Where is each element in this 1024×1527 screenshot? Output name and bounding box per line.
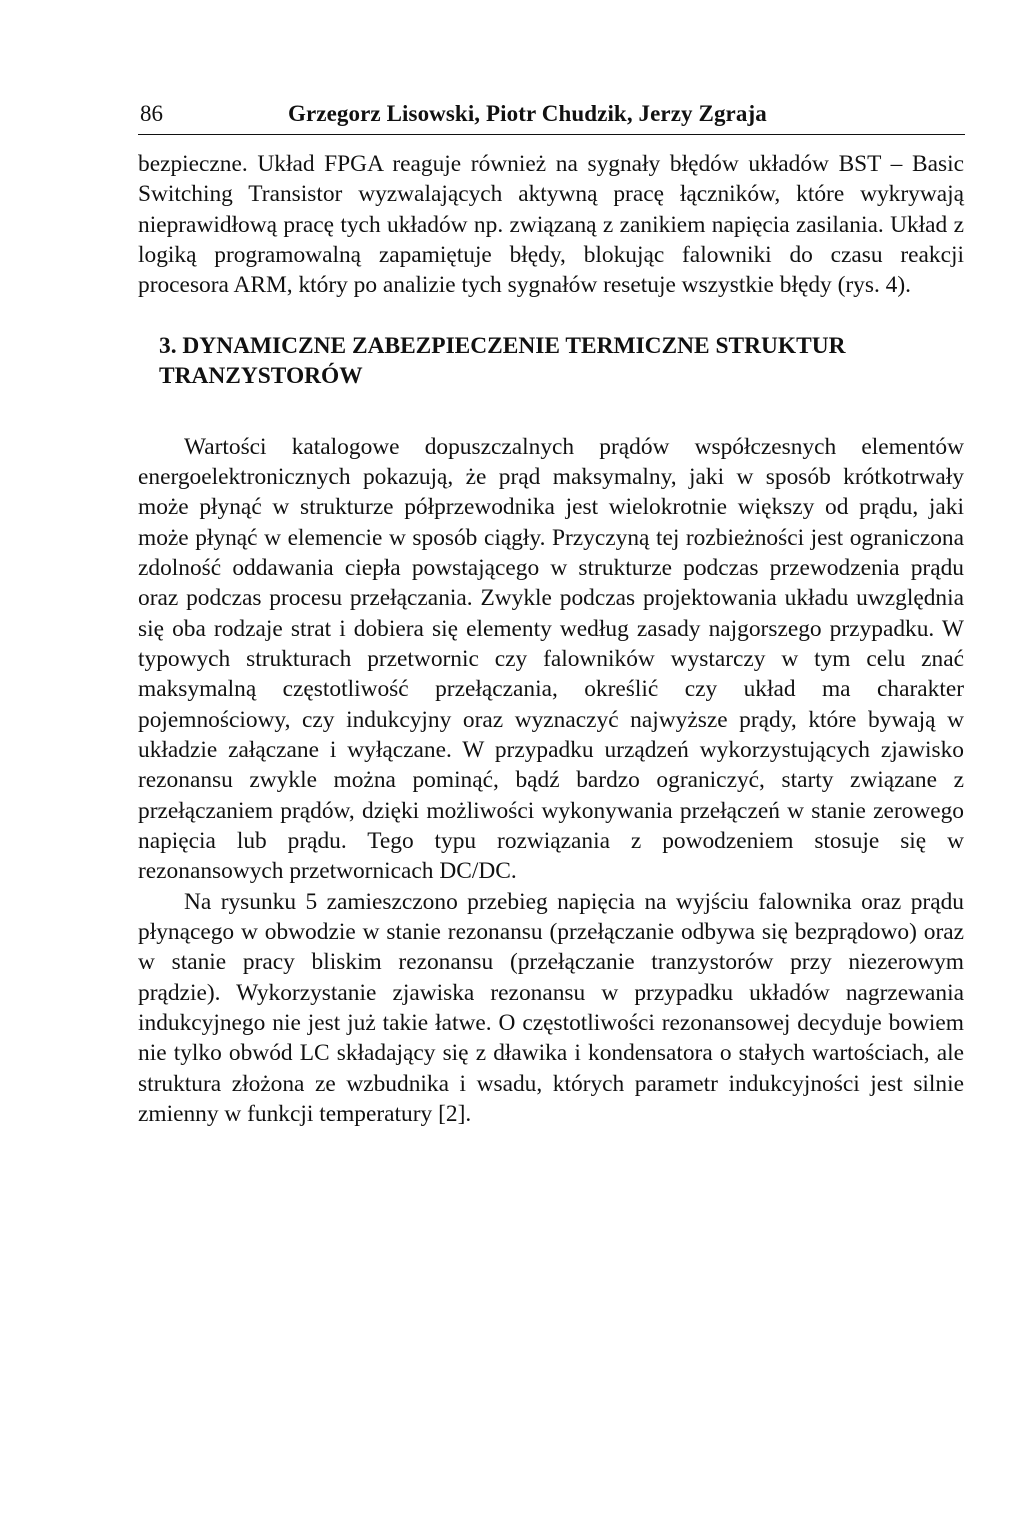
paragraph-catalog-values: Wartości katalogowe dopuszczalnych prądów współczesnych elementów energoelektronicznych pokazują, że prąd maksymalny, jaki w sposób krótkotrwały może płynąć w strukturze półprzewodnika jest wielokrotnie większy od prądu, jaki może płynąć w elemencie w sposób ciągły. Przyczyną tej rozbieżności jest ograniczona zdolność oddawania ciepła powstającego w strukturze podczas przewodzenia prądu oraz podczas procesu przełączania. Zwykle podczas projektowania układu uwzględnia się oba rodzaje strat i dobiera się elementy według zasady najgorszego przypadku. W typowych strukturach przetwornic czy falowników wystarczy w tym celu znać maksymalną częstotliwość przełączania, określić czy układ ma charakter pojemnościowy, czy indukcyjny oraz wyznaczyć najwyższe prądy, które bywają w układzie załączane i wyłączane. W przypadku urządzeń wykorzystujących zjawisko rezonansu zwykle można pominąć, bądź bardzo ograniczyć, starty związane z przełączaniem prądów, dzięki możliwości wykonywania przełączeń w stanie zerowego napięcia lub prądu. Tego typu rozwiązania z powodzeniem stosuje się w rezonansowych przetwornicach DC/DC.	[138, 433, 964, 885]
body-text	[138, 149, 964, 1129]
page	[138, 96, 964, 1129]
section-number: 3.	[159, 332, 177, 359]
page-number: 86	[140, 101, 163, 126]
section-heading	[138, 331, 964, 392]
running-header	[138, 96, 965, 135]
section-title-line1: DYNAMICZNE ZABEZPIECZENIE TERMICZNE STRUKTUR	[182, 332, 846, 359]
paragraph-figure-5: Na rysunku 5 zamieszczono przebieg napięcia na wyjściu falownika oraz prądu płynącego w obwodzie w stanie rezonansu (przełączanie odbywa się bezprądowo) oraz w stanie pracy bliskim rezonansu (przełączanie tranzystorów przy niezerowym prądzie). Wykorzystanie zjawiska rezonansu w przypadku układów nagrzewania indukcyjnego nie jest już takie łatwe. O częstotliwości rezonansowej decyduje bowiem nie tylko obwód LC składający się z dławika i kondensatora o stałych wartościach, ale struktura złożona ze wzbudnika i wsadu, których parametr indukcyjności jest silnie zmienny w funkcji temperatury [2].	[138, 888, 964, 1128]
section-title-line2: TRANZYSTORÓW	[159, 363, 363, 390]
paragraph-continuation: bezpieczne. Układ FPGA reaguje również na sygnały błędów układów BST – Basic Switching Transistor wyzwalających aktywną pracę łączników, które wykrywają nieprawidłową pracę tych układów np. związaną z zanikiem napięcia zasilania. Układ z logiką programowalną zapamiętuje błędy, blokując falowniki do czasu reakcji procesora ARM, który po analizie tych sygnałów resetuje wszystkie błędy (rys. 4).	[138, 151, 964, 299]
header-authors: Grzegorz Lisowski, Piotr Chudzik, Jerzy Zgraja	[288, 101, 767, 126]
